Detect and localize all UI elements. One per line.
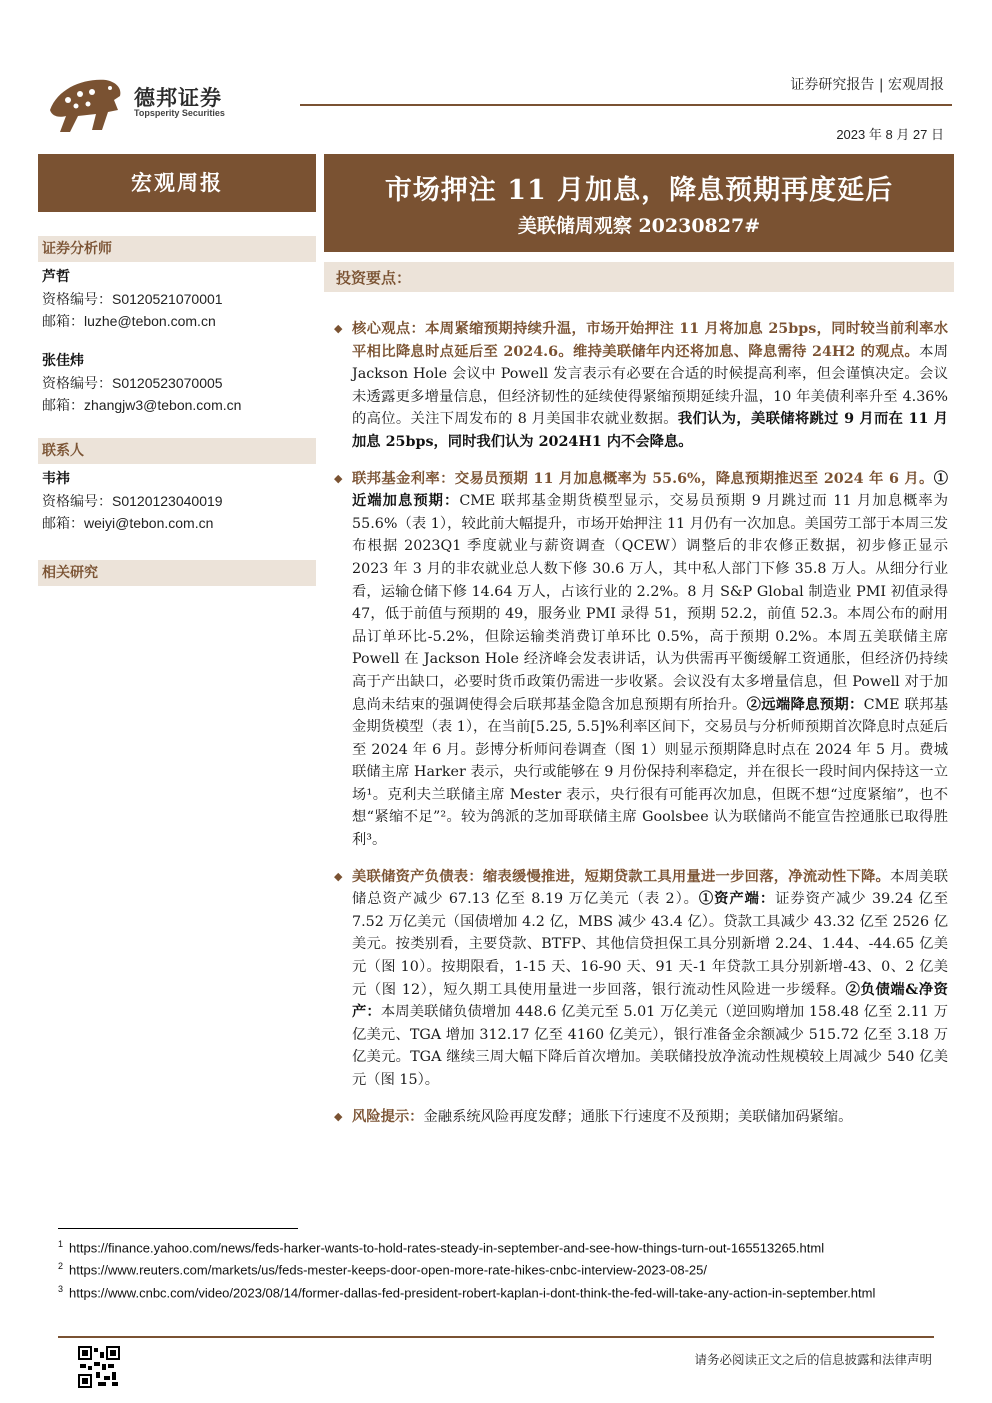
point-text: 本周美联储总资产减少 67.13 亿至 8.19 万亿美元（表 2）。: [352, 868, 949, 908]
brand-logo: [44, 70, 264, 140]
contact-card: [42, 468, 312, 534]
point-fed-balance-sheet: [334, 866, 948, 1092]
analyst-card: [42, 266, 312, 332]
analyst-name: 芦哲: [42, 269, 70, 285]
contact-name: 韦祎: [42, 471, 70, 487]
point-text: 金融系统风险再度发酵；通胀下行速度不及预期；美联储加码紧缩。: [423, 1108, 853, 1125]
footnote-divider: [58, 1228, 298, 1229]
point-subheading: ②负债端&净资产：: [352, 981, 948, 1021]
footnote[interactable]: [58, 1258, 938, 1278]
point-text: 本周美联储负债增加 448.6 亿美元至 5.01 万亿美元（逆回购增加 158.48 亿至 2.11 万亿美元、TGA 增加 312.17 亿至 4160 亿美元），银行准备金余额减少 515.72 亿至 3.18 万亿美元。TGA 继续三周大幅下降后首次增加。美联储投放净流动性规模较上周减少 540 亿美元（图 15）。: [352, 1004, 949, 1088]
point-highlight: 联邦基金利率：交易员预期 11 月加息概率为 55.6%，降息预期推迟至 2024 年 6 月。: [352, 470, 934, 487]
footnote-number: 2: [58, 1261, 64, 1272]
report-date: 2023 年 8 月 27 日: [836, 127, 944, 142]
investment-points-body: [334, 318, 948, 1140]
leopard-logo-icon: [44, 70, 124, 138]
point-subheading: ①资产端：: [698, 891, 776, 908]
footnotes: [58, 1236, 938, 1303]
point-text: 本周 Jackson Hole 会议中 Powell 发言表示有必要在合适的时候提高利率，但会谨慎决定。会议未透露更多增量信息，但经济韧性的延续使得紧缩预期延续升温，10 年美债利率升至 4.36%的高位。关注下周发布的 8 月美国非农就业数据。: [352, 343, 948, 428]
point-subheading: ①近端加息预期：: [352, 470, 948, 510]
title-banner: [324, 154, 954, 252]
investment-points-label: 投资要点：: [336, 269, 412, 287]
contact-cert: 资格编号：S0120123040019: [42, 493, 223, 509]
footnote-url[interactable]: https://www.cnbc.com/video/2023/08/14/former-dallas-fed-president-robert-kaplan-i-dont-think-the-fed-will-take-any-action-in-september.html: [69, 1284, 876, 1300]
point-conclusion: 我们认为，美联储将跳过 9 月而在 11 月加息 25bps，同时我们认为 2024H1 内不会降息。: [352, 411, 948, 450]
point-subheading: ②远端降息预期：: [746, 696, 864, 713]
contact-email[interactable]: 邮箱：weiyi@tebon.com.cn: [42, 515, 214, 531]
point-highlight: 风险提示：: [352, 1108, 424, 1125]
point-text: CME 联邦基金期货模型（表 1），在当前[5.25, 5.5]%利率区间下，交易员与分析师预期首次降息时点延后至 2024 年 6 月。彭博分析师问卷调查（图 1）则显示预期降息时点在 2024 年 5 月。费城联储主席 Harker 表示，央行或能够在 9 月份保持利率稳定，并在很长一段时间内保持这一立场¹。克利夫兰联储主席 Mester 表示，央行很有可能再次加息，但既不想“过度紧缩”，也不想“紧缩不足”²。较为鸽派的芝加哥联储主席 Goolsbee 认为联储尚不能宣告控通胀已取得胜利³。: [352, 696, 949, 849]
footnote-number: 3: [58, 1283, 64, 1294]
point-core-view: [334, 318, 948, 454]
point-fed-funds-rate: [334, 468, 948, 852]
header-divider: [300, 104, 952, 106]
point-highlight: 核心观点：本周紧缩预期持续升温，市场开始押注 11 月将加息 25bps，同时较当前利率水平相比降息时点延后至 2024.6。维持美联储年内还将加息、降息需待 24H2 的观点。: [352, 321, 948, 360]
footer-divider: [58, 1336, 934, 1338]
footnote-url[interactable]: https://www.reuters.com/markets/us/feds-mester-keeps-door-open-more-rate-hikes-cnbc-interview-2023-08-25/: [69, 1262, 707, 1278]
report-category-banner: 宏观周报: [38, 154, 316, 212]
qr-code-icon: [78, 1346, 120, 1388]
contact-heading: 联系人: [38, 438, 316, 464]
legal-disclaimer: 请务必阅读正文之后的信息披露和法律声明: [694, 1352, 932, 1367]
point-highlight: 美联储资产负债表：缩表缓慢推进，短期贷款工具用量进一步回落，净流动性下降。: [352, 868, 891, 885]
investment-points-heading: [324, 262, 954, 292]
footnote[interactable]: [58, 1236, 938, 1256]
analyst-cert: 资格编号：S0120523070005: [42, 375, 223, 391]
footnote[interactable]: [58, 1281, 938, 1301]
footnote-number: 1: [58, 1239, 64, 1249]
footnote-url[interactable]: https://finance.yahoo.com/news/feds-harker-wants-to-hold-rates-steady-in-september-and-see-how-things-turn-out-165513265.html: [69, 1240, 825, 1256]
analyst-heading: 证券分析师: [38, 236, 316, 262]
brand-name-cn: 德邦证券: [134, 85, 222, 110]
page-title: 市场押注 11 月加息，降息预期再度延后: [384, 175, 894, 206]
report-type: 证券研究报告 | 宏观周报: [790, 77, 944, 93]
brand-name-en: Topsperity Securities: [134, 108, 225, 118]
point-text: 证券资产减少 39.24 亿至 7.52 万亿美元（国债增加 4.2 亿，MBS 减少 43.4 亿）。贷款工具减少 43.32 亿至 2526 亿美元。按类别看，主要贷款、BTFP、其他信贷担保工具分别新增 2.24、1.44、-44.65 亿美元（图 10）。按期限看，1-15 天、16-90 天、91 天-1 年贷款工具分别新增-43、0、2 亿美元（图 12），短久期工具使用量进一步回落，银行流动性风险进一步缓释。: [352, 891, 948, 998]
related-research-heading: 相关研究: [38, 560, 316, 586]
analyst-email[interactable]: 邮箱：zhangjw3@tebon.com.cn: [42, 397, 242, 413]
analyst-email[interactable]: 邮箱：luzhe@tebon.com.cn: [42, 313, 216, 329]
analyst-cert: 资格编号：S0120521070001: [42, 291, 223, 307]
point-text: CME 联邦基金期货模型显示，交易员预期 9 月跳过而 11 月加息概率为 55.6%（表 1），较此前大幅提升，市场开始押注 11 月仍有一次加息。美国劳工部于本周三发布根据 2023Q1 季度就业与薪资调查（QCEW）调整后的非农修正数据，初步修正显示 2023 年 3 月的非农就业总人数下修 30.6 万人，其中私人部门下修 35.8 万人。从细分行业看，运输仓储下修 14.64 万人，占该行业的 2.2%。8 月 S&P Global 制造业 PMI 初值录得 47，低于前值与预期的 49，服务业 PMI 录得 51，预期 52.2，前值 52.3。本周公布的耐用品订单环比-5.2%，但除运输类消费订单环比 0.5%，高于预期 0.2%。本周五美联储主席 Powell 在 Jackson Hole 经济峰会发表讲话，认为供需再平衡缓解工资通胀，但经济仍持续高于产出缺口，必要时货币政策仍需进一步收紧。会议没有太多增量信息，但 Powell 对于加息尚未结束的强调使得会后联邦基金隐含加息预期有所抬升。: [352, 493, 949, 713]
analyst-card: [42, 350, 312, 416]
point-risk-warning: [334, 1106, 948, 1129]
analyst-name: 张佳炜: [42, 353, 84, 369]
page-subtitle: 美联储周观察 20230827#: [517, 215, 761, 237]
